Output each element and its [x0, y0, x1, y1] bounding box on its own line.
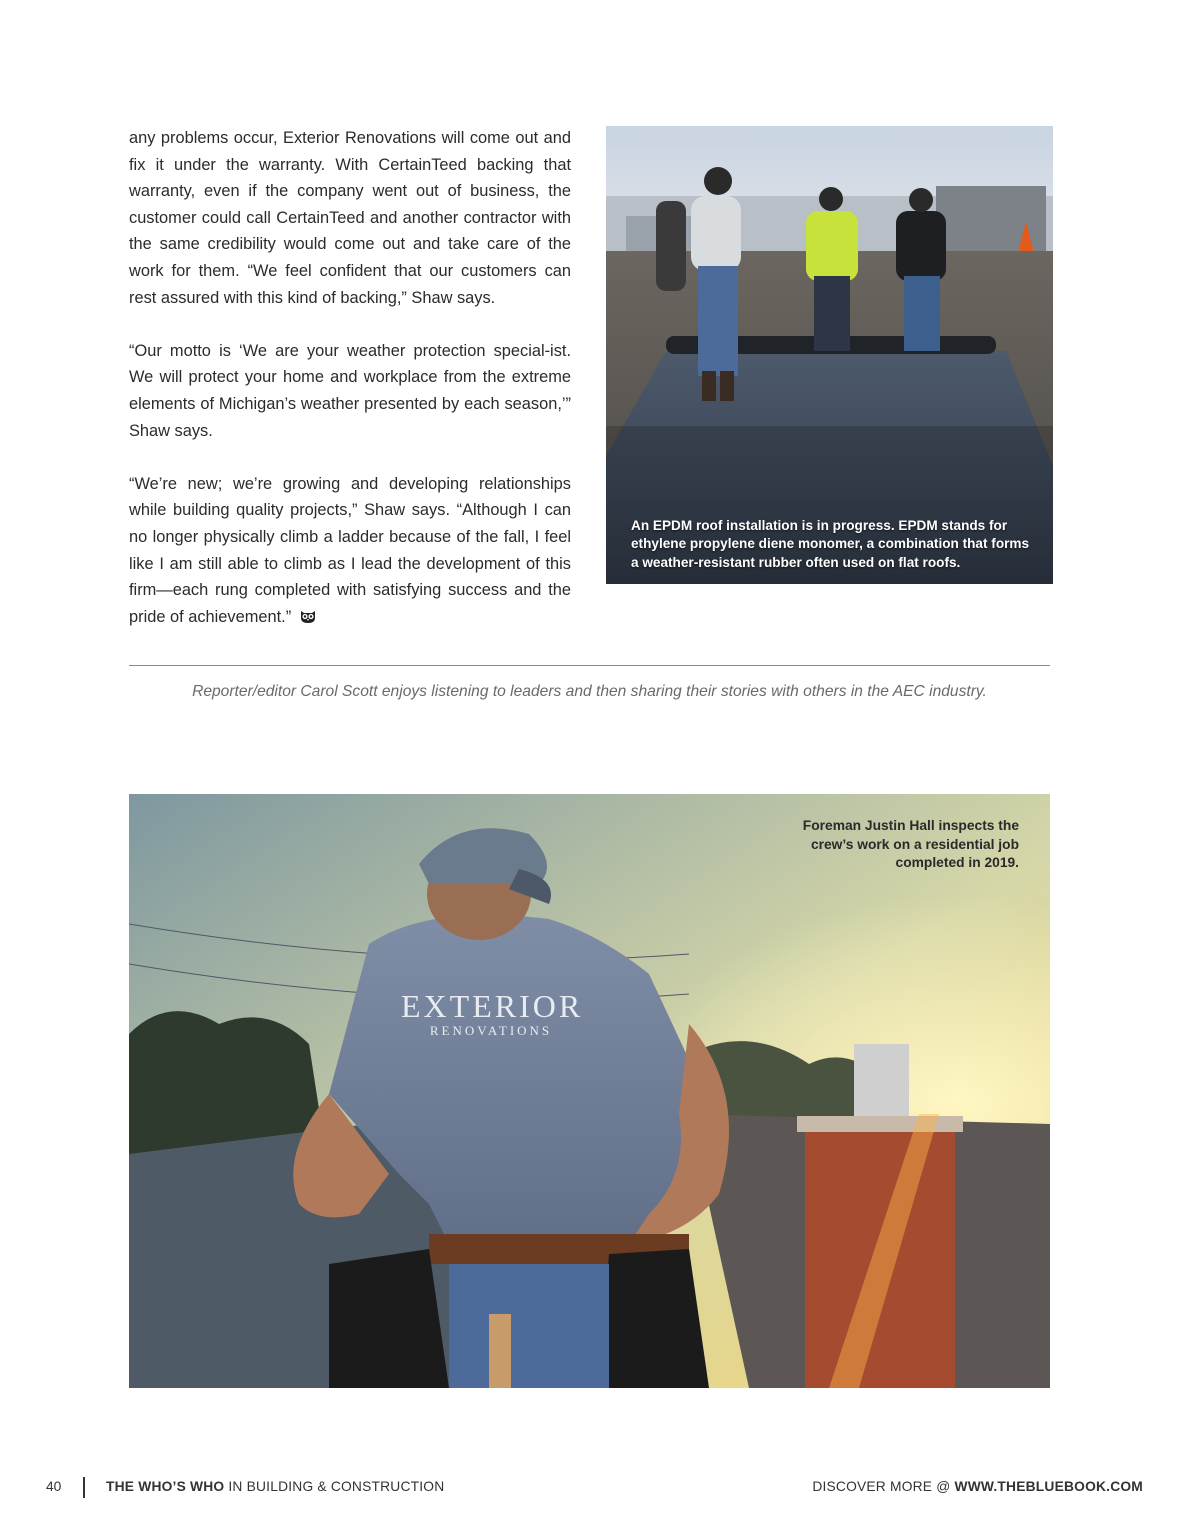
shirt-logo-title: EXTERIOR: [401, 988, 584, 1024]
publication-name-bold: THE WHO’S WHO: [106, 1479, 225, 1494]
article-paragraph-text: “We’re new; we’re growing and developing relationships while building quality projects,” Shaw says. “Although I can no longer physically climb a ladder because of the fall, I feel like I am still able to climb as I lead the development of this firm—each rung completed with satisfying success and the pride of achievement.”: [129, 474, 571, 626]
discover-more-link[interactable]: [812, 1479, 1143, 1494]
section-divider: [129, 665, 1050, 666]
article-paragraph: “Our motto is ‘We are your weather protection special-ist. We will protect your home and workplace from the extreme elements of Michigan’s weather presented by each season,’” Shaw says.: [129, 341, 571, 440]
page-footer: [0, 1476, 1200, 1500]
author-credit: Reporter/editor Carol Scott enjoys listening to leaders and then sharing their stories with others in the AEC industry.: [192, 683, 987, 700]
article-paragraph: [129, 471, 571, 633]
page-number: 40: [46, 1479, 62, 1494]
epdm-roof-illustration: [606, 126, 1053, 584]
publication-name-rest: IN BUILDING & CONSTRUCTION: [224, 1479, 445, 1494]
epdm-roof-photo: [606, 126, 1053, 584]
photo-caption: An EPDM roof installation is in progress. EPDM stands for ethylene propylene diene monomer, a combination that forms a weather-resistant rubber often used on flat roofs.: [631, 517, 1030, 570]
discover-prefix: DISCOVER MORE @: [812, 1479, 955, 1494]
shirt-logo: [401, 988, 584, 1039]
article-paragraph: any problems occur, Exterior Renovations will come out and fix it under the warranty. With CertainTeed backing that warranty, even if the company went out of business, the customer could call CertainTeed and another contractor with the same credibility would come out and take care of the work for them. “We feel confident that our customers can rest assured with this kind of backing,” Shaw says.: [129, 129, 571, 307]
footer-divider: [83, 1477, 85, 1498]
publication-name: [106, 1479, 444, 1494]
discover-url[interactable]: WWW.THEBLUEBOOK.COM: [954, 1479, 1143, 1494]
foreman-photo: [129, 794, 1050, 1388]
owl-icon: [299, 606, 317, 633]
article-body: [129, 125, 571, 632]
photo-caption: Foreman Justin Hall inspects the crew’s work on a residential job completed in 2019.: [802, 818, 1019, 870]
shirt-logo-subtitle: RENOVATIONS: [429, 1023, 553, 1038]
foreman-illustration: [129, 794, 1050, 1388]
